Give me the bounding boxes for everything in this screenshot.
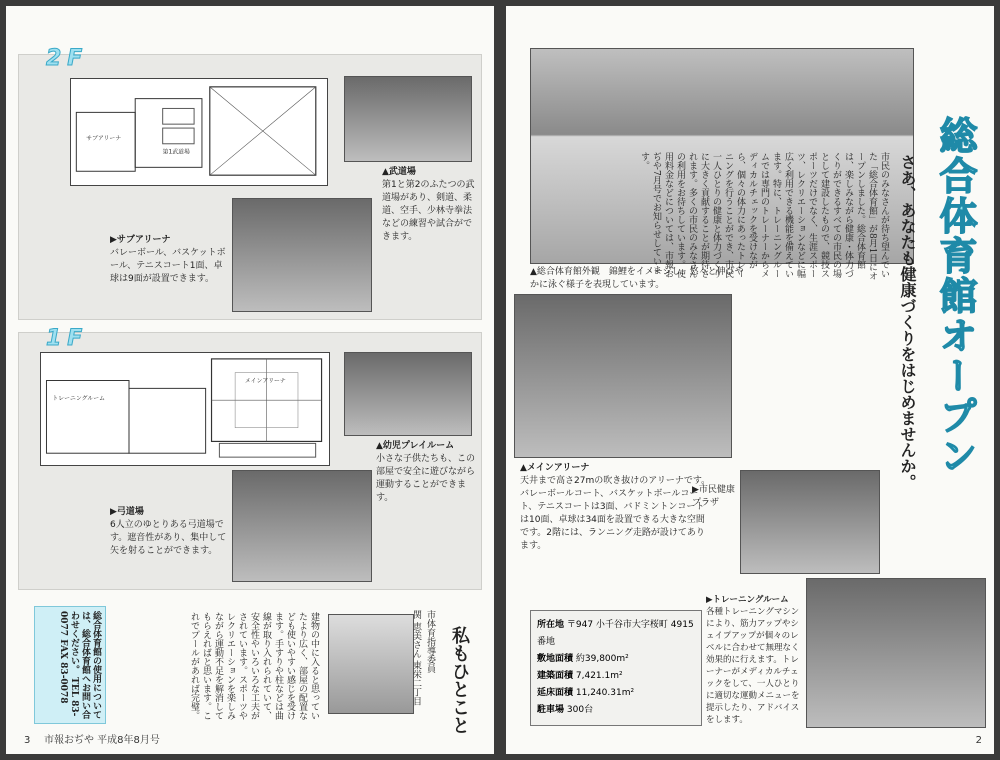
fact-floor-label: 延床面積 xyxy=(537,688,574,698)
kids-room-title: ▲幼児プレイルーム xyxy=(376,441,455,451)
left-footer: 市報おぢや 平成8年8月号 xyxy=(44,735,160,746)
plaza-photo xyxy=(740,470,880,574)
fact-site-label: 敷地面積 xyxy=(537,654,574,664)
page-spine xyxy=(494,0,506,760)
essay-body: 建物の中に入ると思っていたより広く、部屋の配置なども使いやすい感じを受けます。手すりや柱などは曲線が取り入れられていて、安全性やいろいろな工夫がされています。スポーツやレクリエーションを楽しみながら運動不足を解消してもらえればと思います。これでプールがあれば完璧。 xyxy=(189,612,319,720)
fact-parking xyxy=(537,702,695,719)
main-arena-caption xyxy=(520,462,712,553)
budojo-text: 第1と第2のふたつの武道場があり、剣道、柔道、空手、少林寺拳法などの練習や試合ができます。 xyxy=(382,180,475,242)
kyudojo-photo xyxy=(232,470,372,582)
main-arena-title: ▲メインアリーナ xyxy=(520,463,590,473)
fact-floor-value: 11,240.31m² xyxy=(575,688,635,698)
fact-building xyxy=(537,668,695,685)
fact-site-value: 約39,800m² xyxy=(575,654,629,664)
essay-author-name: 関 恵美さん 東栄二丁目 xyxy=(411,610,421,706)
plan2-room-label: 第1武道場 xyxy=(162,149,190,156)
right-page-number: 2 xyxy=(975,735,982,746)
left-page xyxy=(6,6,494,754)
training-photo xyxy=(806,578,986,728)
plan1-arena-label: メインアリーナ xyxy=(244,378,286,385)
right-page xyxy=(506,6,994,754)
budojo-caption xyxy=(382,166,480,244)
floor1-plan xyxy=(40,352,330,466)
essay-title: 私もひとこと xyxy=(449,626,470,734)
fact-address-value: 〒947 小千谷市大字桜町 4915番地 xyxy=(537,620,694,647)
intro-text: 市民のみなさんが待ち望んでいた「総合体育館」が8月1日にオープンしました。総合体育館は、楽しみながら健康・体力づくりができるすべての市民の場として建設したもので、競技スポーツだけでなく、生涯スポーツ、レクリエーションなどに幅広く利用できる機能を備えています。特に、トレーニングルームでは専門のトレーナーからメディカルチェックを受けながら、個々の体力にあったトレーニングを行うことができ、市民一人ひとりの健康と体力づくりに大きく貢献することが期待されます。多くの市民のみなさんの利用をお待ちしています。使用料金などについては、市報おぢや7月号でお知らせしています。 xyxy=(639,152,889,281)
fact-floor xyxy=(537,685,695,702)
kids-room-photo xyxy=(344,352,472,436)
left-page-number: 3 xyxy=(24,735,31,746)
fact-address xyxy=(537,617,695,651)
sub-arena-photo xyxy=(232,198,372,312)
contact-fax: FAX 83-0078 xyxy=(58,639,68,704)
plan1-room-label: トレーニングルーム xyxy=(52,396,105,403)
facts-box xyxy=(530,610,702,726)
fact-parking-label: 駐車場 xyxy=(537,705,565,715)
budojo-photo xyxy=(344,76,472,162)
training-text: 各種トレーニングマシンにより、筋力アップやシェイプアップが個々のレベルに合わせて無理なく効果的に行えます。トレーナーがメディカルチェックをして、一人ひとりに適切な運動メニューを提示したり、アドバイスをします。 xyxy=(706,607,800,725)
floor2-label: 2F xyxy=(46,46,89,71)
contact-box xyxy=(34,606,106,724)
kids-room-text: 小さな子供たちも、この部屋で安全に遊びながら運動することができます。 xyxy=(376,454,476,503)
kyudojo-caption xyxy=(110,506,228,558)
fact-building-value: 7,421.1m² xyxy=(575,671,623,681)
sub-arena-caption xyxy=(110,234,228,286)
exterior-caption: ▲総合体育館外観 錦鯉をイメージし、悠々と伸びやかに泳ぐ様子を表現しています。 xyxy=(530,267,744,290)
sub-arena-title: ▶サブアリーナ xyxy=(110,235,171,245)
sub-arena-text: バレーボール、バスケットボール、テニスコート1面、卓球は9面が設置できます。 xyxy=(110,248,226,284)
headline: 総合体育館オープン xyxy=(933,116,977,476)
fact-parking-value: 300台 xyxy=(566,705,594,715)
contact-tel: TEL 83-0077 xyxy=(58,611,79,717)
main-arena-photo xyxy=(514,294,732,458)
kyudojo-title: ▶弓道場 xyxy=(110,507,144,517)
floor1-label: 1F xyxy=(46,326,89,351)
subheadline: さあ、あなたも健康づくりをはじめませんか。 xyxy=(898,154,917,490)
kids-room-caption xyxy=(376,440,476,505)
budojo-title: ▲武道場 xyxy=(382,167,416,177)
essay-author-role: 市体育指導委員 xyxy=(425,610,435,673)
plan2-arena-label: サブアリーナ xyxy=(86,135,122,142)
plaza-caption: ▶市民健康プラザ xyxy=(692,485,735,508)
training-title: ▶トレーニングルーム xyxy=(706,595,789,605)
floor2-plan xyxy=(70,78,328,186)
fact-site xyxy=(537,651,695,668)
contact-text: 総合体育館の使用については、総合体育館へお問い合わせください。 xyxy=(69,611,101,719)
fact-building-label: 建築面積 xyxy=(537,671,574,681)
kyudojo-text: 6人立のゆとりある弓道場です。遮音性があり、集中して矢を射ることができます。 xyxy=(110,520,227,556)
main-arena-text: 天井まで高さ27mの吹き抜けのアリーナです。バレーボールコート、バスケットボールコート、テニスコートは3面、バドミントンコートは10面、卓球は34面を設置できる大きな空間です。2階には、ランニング走路が設けてあります。 xyxy=(520,476,711,551)
essay-author-photo xyxy=(328,614,414,714)
training-caption xyxy=(706,594,806,726)
fact-address-label: 所在地 xyxy=(537,620,565,630)
